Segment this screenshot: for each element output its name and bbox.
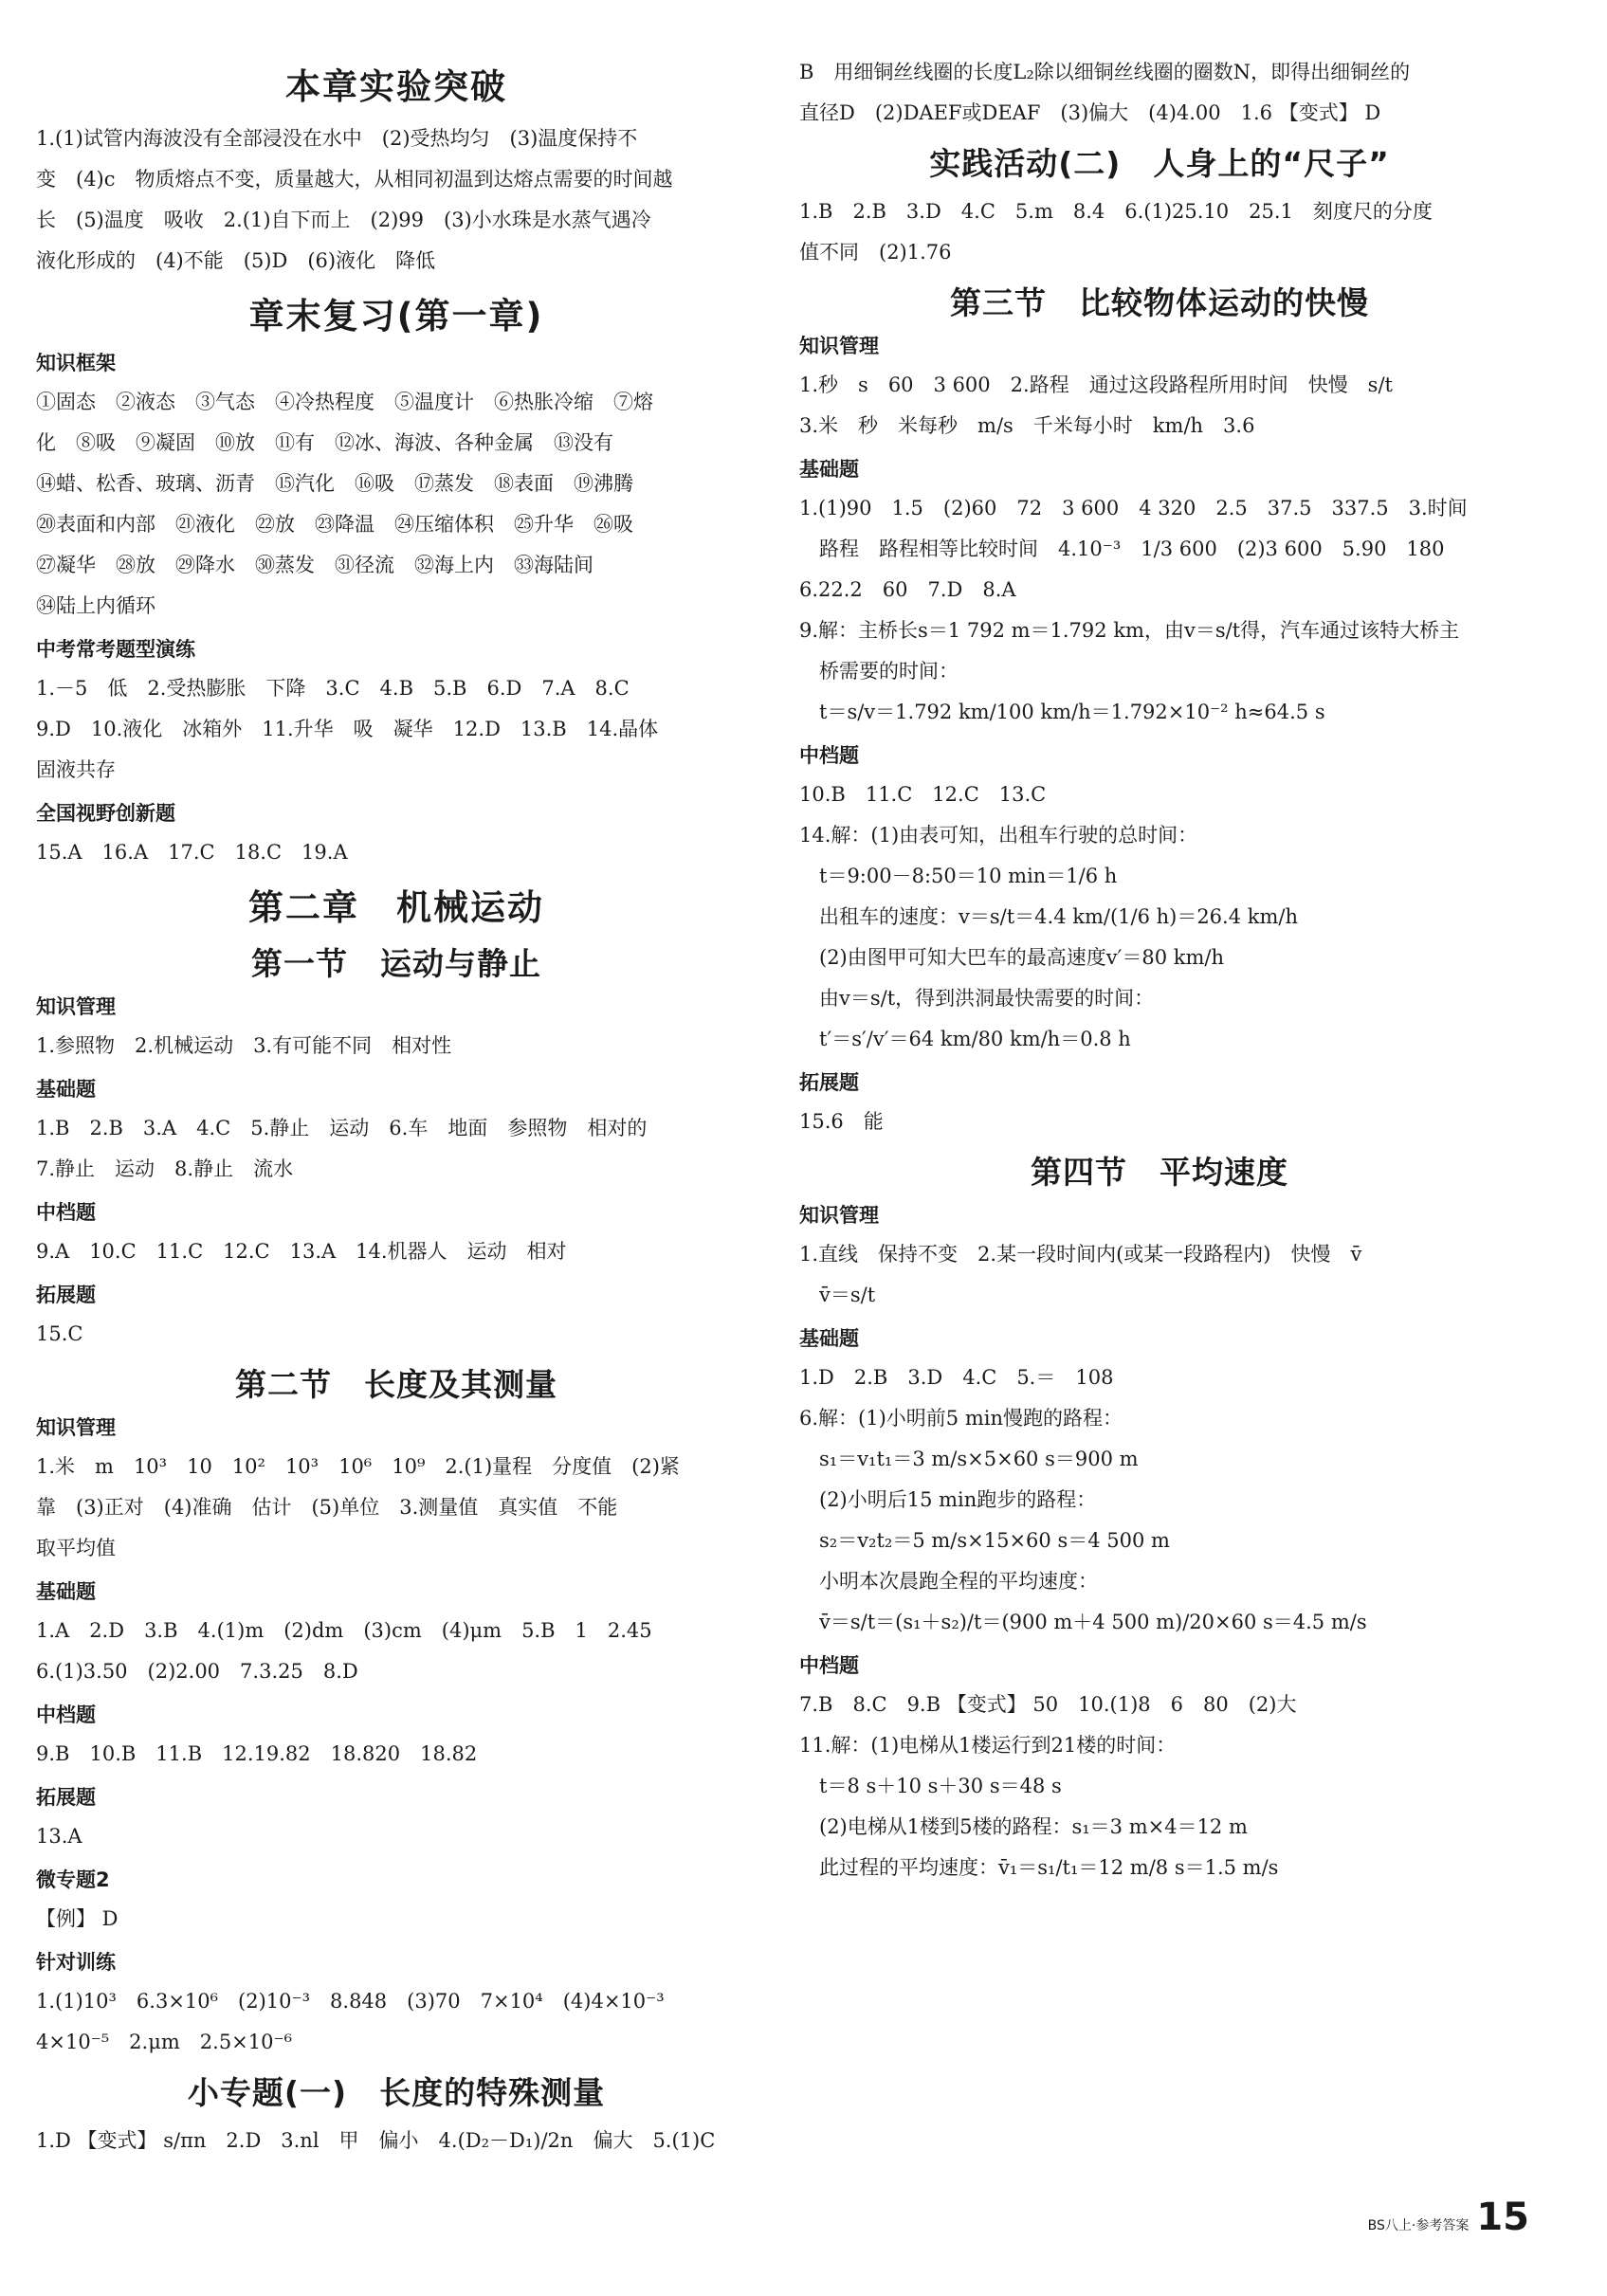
s3-line: 14.解：(1)由表可知，出租车行驶的总时间：	[799, 824, 1198, 847]
s3-line: 3.米 秒 米每秒 m/s 千米每小时 km/h 3.6	[799, 414, 1255, 437]
lab-line: 变 (4)c 物质熔点不变，质量越大，从相同初温到达熔点需要的时间越	[36, 168, 673, 191]
practice-line: 1.B 2.B 3.D 4.C 5.m 8.4 6.(1)25.10 25.1 刻度尺的分度	[799, 200, 1433, 223]
frame-line: ㉞陆上内循环	[36, 594, 155, 617]
s4-line: 7.B 8.C 9.B 【变式】 50 10.(1)8 6 80 (2)大	[799, 1693, 1297, 1716]
s4-line: 1.直线 保持不变 2.某一段时间内(或某一段路程内) 快慢 v̄	[799, 1243, 1362, 1266]
s2-line: 1.(1)10³ 6.3×10⁶ (2)10⁻³ 8.848 (3)70 7×10⁴ (4)4×10⁻³	[36, 1990, 665, 2013]
s2-sub-knowledge: 知识管理	[36, 1416, 116, 1439]
frame-line: ⑭蜡、松香、玻璃、沥青 ⑮汽化 ⑯吸 ⑰蒸发 ⑱表面 ⑲沸腾	[36, 472, 633, 495]
heading-section-2: 第二节 长度及其测量	[235, 1366, 557, 1403]
heading-section-1: 第一节 运动与静止	[251, 945, 541, 982]
exam-line: 1.－5 低 2.受热膨胀 下降 3.C 4.B 5.B 6.D 7.A 8.C	[36, 677, 630, 700]
s3-sub-basic: 基础题	[799, 458, 859, 481]
s4-line: s₁＝v₁t₁＝3 m/s×5×60 s＝900 m	[799, 1448, 1139, 1470]
s2-line: 1.米 m 10³ 10 10² 10³ 10⁶ 10⁹ 2.(1)量程 分度值 (2)紧	[36, 1455, 680, 1478]
s1-line: 15.C	[36, 1322, 83, 1345]
s4-line: 小明本次晨跑全程的平均速度：	[799, 1570, 1098, 1593]
footer-tag: BS八上·参考答案	[1367, 2218, 1470, 2233]
lab-line: 1.(1)试管内海波没有全部浸没在水中 (2)受热均匀 (3)温度保持不	[36, 127, 638, 150]
s3-sub-knowledge: 知识管理	[799, 335, 879, 357]
exam-line: 固液共存	[36, 758, 116, 781]
s4-line: s₂＝v₂t₂＝5 m/s×15×60 s＝4 500 m	[799, 1529, 1170, 1552]
s4-sub-knowledge: 知识管理	[799, 1204, 879, 1227]
cont-line: B 用细铜丝线圈的长度L₂除以细铜丝线圈的圈数N，即得出细铜丝的	[799, 61, 1411, 83]
special-line: 1.D 【变式】 s/πn 2.D 3.nl 甲 偏小 4.(D₂－D₁)/2n 偏大 5.(1)C	[36, 2129, 716, 2152]
subheading-frame: 知识框架	[36, 352, 116, 374]
lab-block	[36, 118, 757, 282]
s3-line: 9.解：主桥长s＝1 792 m＝1.792 km，由v＝s/t得，汽车通过该特大桥主	[799, 619, 1460, 642]
s3-line: 1.秒 s 60 3 600 2.路程 通过这段路程所用时间 快慢 s/t	[799, 374, 1393, 396]
practice-line: 值不同 (2)1.76	[799, 241, 952, 264]
left-column	[36, 52, 757, 2161]
lab-line: 长 (5)温度 吸收 2.(1)自下而上 (2)99 (3)小水珠是水蒸气遇冷	[36, 209, 651, 231]
s4-line: (2)电梯从1楼到5楼的路程：s₁＝3 m×4＝12 m	[799, 1815, 1248, 1838]
page-number: 15	[1476, 2196, 1529, 2239]
s2-sub-ext: 拓展题	[36, 1786, 96, 1809]
s3-line: 由v＝s/t，得到洪洞最快需要的时间：	[799, 987, 1155, 1010]
s3-line: t＝9:00－8:50＝10 min＝1/6 h	[799, 865, 1118, 887]
s2-sub-micro: 微专题2	[36, 1868, 110, 1891]
s4-line: v̄＝s/t	[799, 1284, 876, 1306]
s1-sub-ext: 拓展题	[36, 1284, 96, 1306]
s4-line: 1.D 2.B 3.D 4.C 5.＝ 108	[799, 1366, 1114, 1389]
lab-line: 液化形成的 (4)不能 (5)D (6)液化 降低	[36, 249, 436, 272]
s3-line: 1.(1)90 1.5 (2)60 72 3 600 4 320 2.5 37.5 337.5 3.时间	[799, 497, 1468, 519]
s4-line: (2)小明后15 min跑步的路程：	[799, 1488, 1097, 1511]
heading-practice: 实践活动(二) 人身上的“尺子”	[929, 145, 1390, 182]
s1-line: 7.静止 运动 8.静止 流水	[36, 1157, 294, 1180]
frame-line: 化 ⑧吸 ⑨凝固 ⑩放 ⑪有 ⑫冰、海波、各种金属 ⑬没有	[36, 431, 613, 454]
heading-section-3: 第三节 比较物体运动的快慢	[950, 284, 1369, 321]
s2-line: 4×10⁻⁵ 2.μm 2.5×10⁻⁶	[36, 2031, 292, 2053]
s2-line: 6.(1)3.50 (2)2.00 7.3.25 8.D	[36, 1660, 358, 1683]
page-footer	[1368, 2196, 1529, 2239]
s2-sub-mid: 中档题	[36, 1704, 96, 1726]
frame-line: ㉗凝华 ㉘放 ㉙降水 ㉚蒸发 ㉛径流 ㉜海上内 ㉝海陆间	[36, 554, 593, 576]
s4-line: 6.解：(1)小明前5 min慢跑的路程：	[799, 1407, 1123, 1430]
s3-line: (2)由图甲可知大巴车的最高速度v′＝80 km/h	[799, 946, 1225, 969]
heading-section-4: 第四节 平均速度	[1031, 1154, 1288, 1191]
national-line: 15.A 16.A 17.C 18.C 19.A	[36, 841, 348, 864]
frame-line: ①固态 ②液态 ③气态 ④冷热程度 ⑤温度计 ⑥热胀冷缩 ⑦熔	[36, 391, 653, 413]
s2-line: 【例】 D	[36, 1907, 119, 1930]
s3-line: t′＝s′/v′＝64 km/80 km/h＝0.8 h	[799, 1028, 1131, 1050]
s1-line: 9.A 10.C 11.C 12.C 13.A 14.机器人 运动 相对	[36, 1240, 567, 1263]
s2-sub-basic: 基础题	[36, 1580, 96, 1603]
s1-sub-basic: 基础题	[36, 1078, 96, 1101]
subheading-national: 全国视野创新题	[36, 802, 175, 825]
s3-line: 出租车的速度：v＝s/t＝4.4 km/(1/6 h)＝26.4 km/h	[799, 905, 1298, 928]
heading-chapter-2: 第二章 机械运动	[248, 887, 544, 928]
right-column	[799, 52, 1520, 1888]
s3-line: 6.22.2 60 7.D 8.A	[799, 578, 1016, 601]
heading-special: 小专题(一) 长度的特殊测量	[187, 2074, 606, 2111]
s4-line: v̄＝s/t＝(s₁＋s₂)/t＝(900 m＋4 500 m)/20×60 s＝4.5 m/s	[799, 1611, 1367, 1633]
s3-line: 桥需要的时间：	[799, 660, 959, 683]
s3-line: 15.6 能	[799, 1110, 884, 1133]
s4-line: t＝8 s＋10 s＋30 s＝48 s	[799, 1775, 1062, 1797]
s1-sub-mid: 中档题	[36, 1201, 96, 1224]
cont-line: 直径D (2)DAEF或DEAF (3)偏大 (4)4.00 1.6 【变式】 D	[799, 101, 1381, 124]
frame-line: ⑳表面和内部 ㉑液化 ㉒放 ㉓降温 ㉔压缩体积 ㉕升华 ㉖吸	[36, 513, 633, 536]
s1-line: 1.B 2.B 3.A 4.C 5.静止 运动 6.车 地面 参照物 相对的	[36, 1117, 648, 1139]
s4-line: 此过程的平均速度：v̄₁＝s₁/t₁＝12 m/8 s＝1.5 m/s	[799, 1856, 1279, 1879]
s2-line: 9.B 10.B 11.B 12.19.82 18.820 18.82	[36, 1742, 478, 1765]
subheading-exam: 中考常考题型演练	[36, 638, 195, 661]
s2-line: 靠 (3)正对 (4)准确 估计 (5)单位 3.测量值 真实值 不能	[36, 1496, 618, 1519]
s3-line: 10.B 11.C 12.C 13.C	[799, 783, 1047, 806]
exam-line: 9.D 10.液化 冰箱外 11.升华 吸 凝华 12.D 13.B 14.晶体	[36, 718, 659, 740]
s2-line: 1.A 2.D 3.B 4.(1)m (2)dm (3)cm (4)μm 5.B 1 2.45	[36, 1619, 652, 1642]
heading-review: 章末复习(第一章)	[248, 296, 544, 337]
s4-sub-basic: 基础题	[799, 1327, 859, 1350]
s2-sub-drill: 针对训练	[36, 1951, 116, 1974]
s2-line: 取平均值	[36, 1537, 116, 1559]
s3-sub-ext: 拓展题	[799, 1071, 859, 1094]
s4-line: 11.解：(1)电梯从1楼运行到21楼的时间：	[799, 1734, 1177, 1757]
s4-sub-mid: 中档题	[799, 1654, 859, 1677]
heading-lab: 本章实验突破	[285, 66, 507, 107]
s2-line: 13.A	[36, 1825, 82, 1848]
s3-sub-mid: 中档题	[799, 744, 859, 767]
s1-sub-knowledge: 知识管理	[36, 995, 116, 1018]
s3-line: t＝s/v＝1.792 km/100 km/h＝1.792×10⁻² h≈64.5 s	[799, 701, 1325, 723]
s3-line: 路程 路程相等比较时间 4.10⁻³ 1/3 600 (2)3 600 5.90 180	[799, 538, 1445, 560]
s1-line: 1.参照物 2.机械运动 3.有可能不同 相对性	[36, 1034, 452, 1057]
